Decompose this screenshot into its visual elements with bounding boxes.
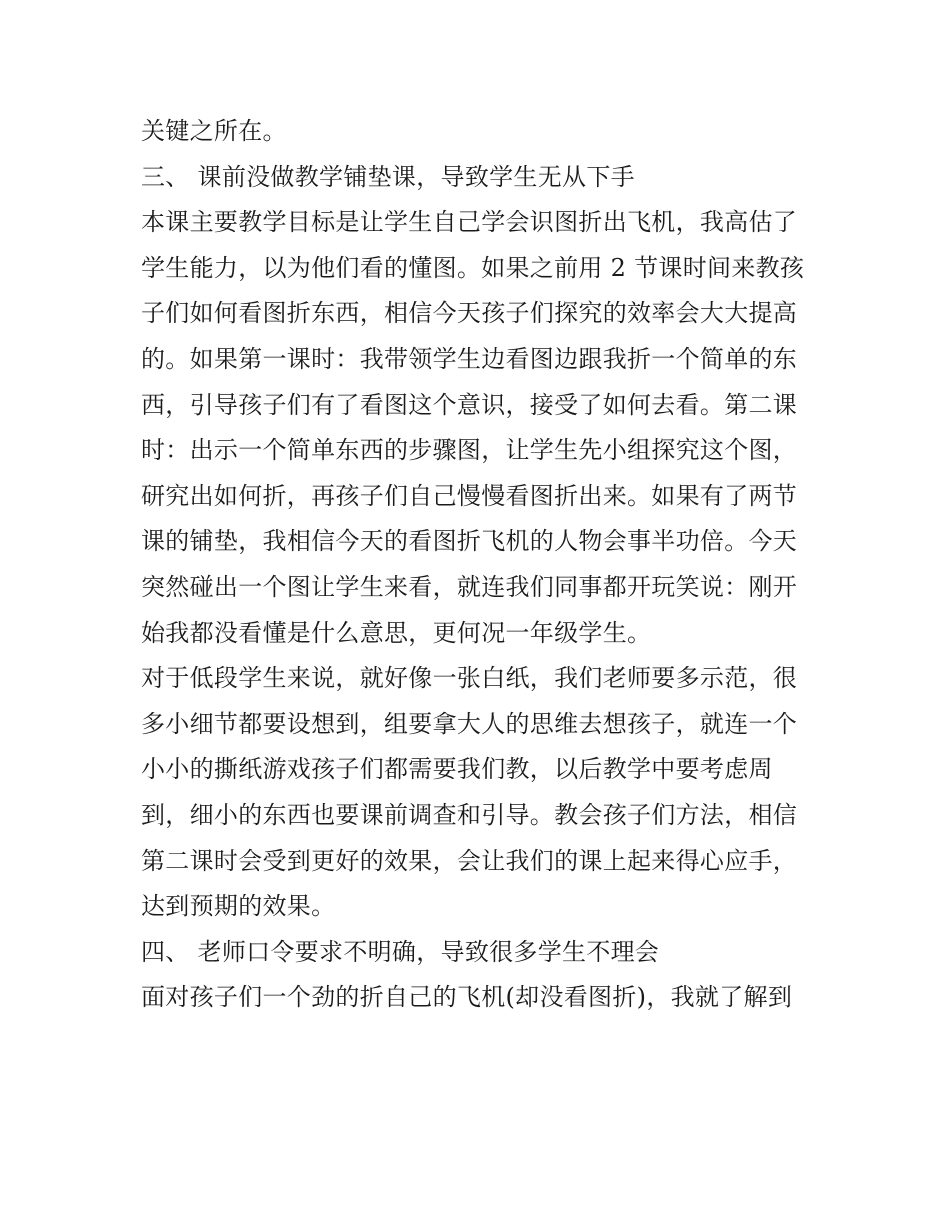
text-line: 子们如何看图折东西，相信今天孩子们探究的效率会大大提高 [141, 299, 798, 328]
body-text [141, 109, 821, 1021]
section-heading-4: 四、 老师口令要求不明确，导致很多学生不理会 [141, 937, 660, 966]
text-line: 本课主要教学目标是让学生自己学会识图折出飞机，我高估了 [141, 208, 798, 237]
section-heading-3: 三、 课前没做教学铺垫课，导致学生无从下手 [141, 162, 635, 191]
text-line: 课的铺垫，我相信今天的看图折飞机的人物会事半功倍。今天 [141, 527, 798, 556]
text-line: 到，细小的东西也要课前调查和引导。教会孩子们方法，相信 [141, 800, 798, 829]
text-line: 小小的撕纸游戏孩子们都需要我们教，以后教学中要考虑周 [141, 755, 773, 784]
text-line: 西，引导孩子们有了看图这个意识，接受了如何去看。第二课 [141, 390, 798, 419]
text-line: 对于低段学生来说，就好像一张白纸，我们老师要多示范，很 [141, 664, 798, 693]
text-line: 第二课时会受到更好的效果，会让我们的课上起来得心应手， [141, 846, 798, 875]
text-line: 达到预期的效果。 [141, 892, 336, 921]
text-line: 多小细节都要设想到，组要拿大人的思维去想孩子，就连一个 [141, 709, 798, 738]
text-line: 突然碰出一个图让学生来看，就连我们同事都开玩笑说：刚开 [141, 572, 798, 601]
text-line: 学生能力，以为他们看的懂图。如果之前用 2 节课时间来教孩 [141, 253, 805, 282]
text-line: 时：出示一个简单东西的步骤图，让学生先小组探究这个图， [141, 436, 798, 465]
text-line: 研究出如何折，再孩子们自己慢慢看图折出来。如果有了两节 [141, 481, 798, 510]
text-line: 面对孩子们一个劲的折自己的飞机(却没看图折)，我就了解到 [141, 983, 793, 1012]
text-line: 关键之所在。 [141, 117, 287, 145]
text-line: 始我都没看懂是什么意思，更何况一年级学生。 [141, 618, 652, 647]
text-line: 的。如果第一课时：我带领学生边看图边跟我折一个简单的东 [141, 344, 798, 373]
